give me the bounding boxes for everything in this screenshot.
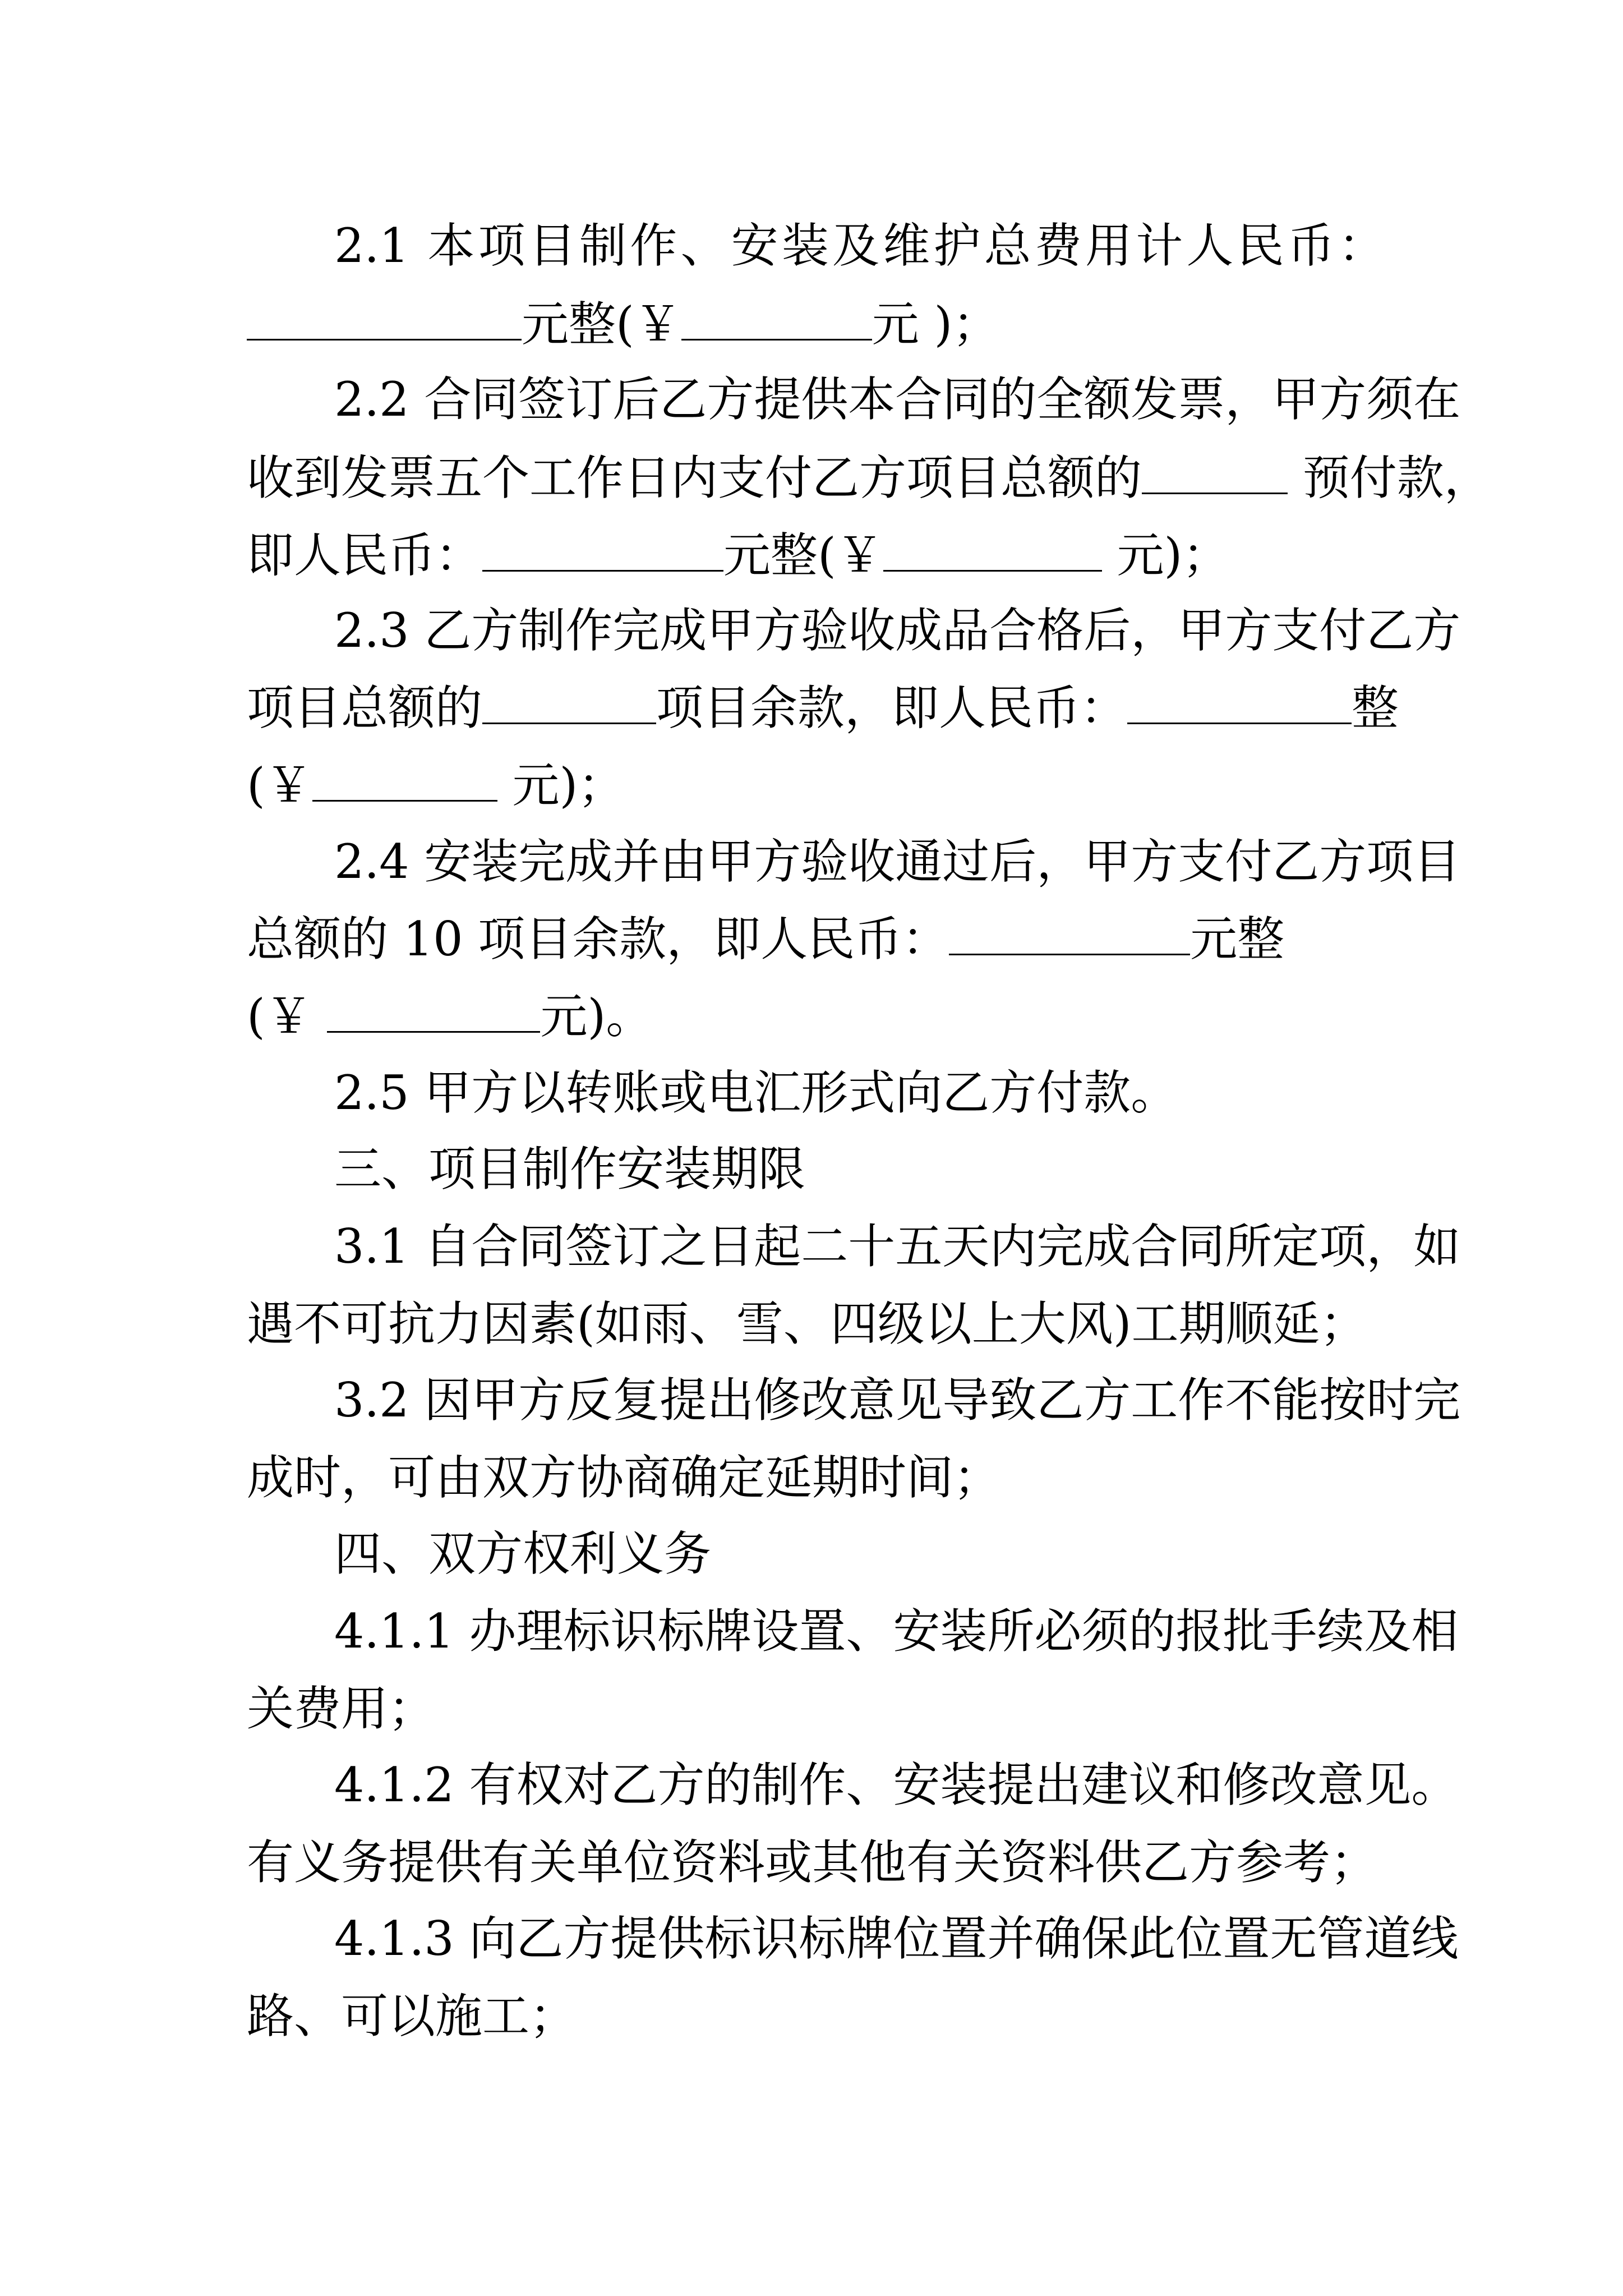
clause-4-1-1-cont: 关费用； — [247, 1681, 436, 1736]
clause-3-2: 3.2 因甲方反复提出修改意见导致乙方工作不能按时完 — [334, 1373, 1461, 1428]
clause-4-1-3-cont: 路、可以施工； — [247, 1989, 577, 2044]
clause-2-3: 2.3 乙方制作完成甲方验收成品合格后，甲方支付乙方 — [334, 603, 1461, 658]
clause-2-2-amount: 即人民币： 元整(￥ 元)； — [247, 528, 1230, 583]
clause-2-4: 2.4 安装完成并由甲方验收通过后，甲方支付乙方项目 — [334, 834, 1461, 889]
clause-2-1: 2.1 本项目制作、安装及维护总费用计人民币： — [334, 218, 1385, 273]
clause-2-2: 2.2 合同签订后乙方提供本合同的全额发票，甲方须在 — [334, 372, 1461, 427]
clause-2-3-amount: (￥ 元)； — [247, 758, 625, 813]
section-4-heading: 四、双方权利义务 — [334, 1526, 712, 1581]
clause-2-1-amount: 元整(￥ 元 )； — [247, 293, 1385, 355]
blank-field[interactable] — [327, 1030, 540, 1033]
clause-4-1-2: 4.1.2 有权对乙方的制作、安装提出建议和修改意见。 — [334, 1757, 1459, 1812]
clause-4-1-3: 4.1.3 向乙方提供标识标牌位置并确保此位置无管道线 — [334, 1911, 1459, 1966]
blank-field[interactable] — [883, 569, 1102, 572]
blank-field[interactable] — [681, 338, 872, 341]
clause-3-1: 3.1 自合同签订之日起二十五天内完成合同所定项，如 — [334, 1219, 1461, 1274]
clause-2-3-cont: 项目总额的 项目余款，即人民币： 整 — [247, 680, 1399, 735]
clause-2-4-cont: 总额的 10 项目余款，即人民币： 元整 — [247, 912, 1285, 967]
blank-field[interactable] — [247, 338, 522, 341]
section-3-heading: 三、项目制作安装期限 — [334, 1142, 806, 1197]
blank-field[interactable] — [949, 953, 1190, 955]
clause-4-1-1: 4.1.1 办理标识标牌设置、安装所必须的报批手续及相 — [334, 1604, 1459, 1659]
clause-2-2-cont: 收到发票五个工作日内支付乙方项目总额的 预付款， — [247, 450, 1491, 505]
clause-3-1-cont: 遇不可抗力因素(如雨、雪、四级以上大风)工期顺延； — [247, 1296, 1367, 1351]
clause-2-4-amount: (￥ 元)。 — [247, 989, 653, 1044]
clause-2-5: 2.5 甲方以转账或电汇形式向乙方付款。 — [334, 1065, 1178, 1120]
clause-3-2-cont: 成时，可由双方协商确定延期时间； — [247, 1450, 1001, 1505]
blank-field[interactable] — [312, 799, 497, 802]
blank-field[interactable] — [482, 722, 656, 724]
blank-field[interactable] — [1142, 492, 1288, 494]
blank-field[interactable] — [1127, 722, 1352, 724]
clause-4-1-2-cont: 有义务提供有关单位资料或其他有关资料供乙方参考； — [247, 1835, 1378, 1890]
blank-field[interactable] — [482, 569, 723, 572]
